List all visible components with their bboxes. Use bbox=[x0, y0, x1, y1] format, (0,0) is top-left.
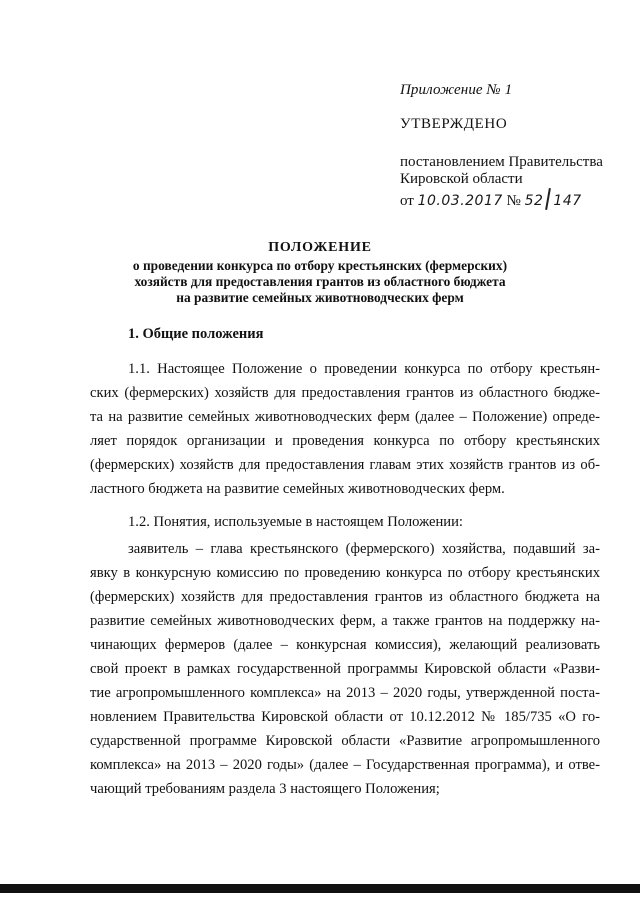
text-line: ластного бюджета на развитие семейных животноводческих ферм. bbox=[90, 481, 505, 497]
resolution-block bbox=[400, 154, 625, 210]
handwritten-number-2: 147 bbox=[553, 193, 582, 209]
paragraph-definition bbox=[90, 537, 600, 801]
text-line: чающий требованиям раздела 3 настоящего Положения; bbox=[90, 781, 440, 797]
text-line: та на развитие семейных животноводческих ферм (далее – Положение) опреде- bbox=[90, 409, 600, 425]
approved-label: УТВЕРЖДЕНО bbox=[400, 116, 508, 132]
text-line: ляет порядок организации и проведения конкурса по отбору крестьянских bbox=[90, 433, 600, 449]
resolution-line-1: постановлением Правительства bbox=[400, 154, 603, 170]
text-line: (фермерских) хозяйств для предоставления грантов из областного бюджета на bbox=[90, 589, 600, 605]
text-line: заявитель – глава крестьянского (фермерского) хозяйства, подавший за- bbox=[128, 541, 600, 557]
text-line: развитие семейных животноводческих ферм, а также грантов на поддержку на- bbox=[90, 613, 600, 629]
paragraph-1-1 bbox=[90, 357, 600, 501]
text-line: сударственной программе Кировской области «Развитие агропромышленного bbox=[90, 733, 600, 749]
text-line: 1.2. Понятия, используемые в настоящем Положении: bbox=[128, 514, 463, 530]
text-line: ских (фермерских) хозяйств для предоставления грантов из областного бюдже- bbox=[90, 385, 600, 401]
text-line: 1.1. Настоящее Положение о проведении конкурса по отбору крестьян- bbox=[128, 361, 600, 377]
title-line-2: хозяйств для предоставления грантов из областного бюджета bbox=[134, 274, 506, 289]
title-main: ПОЛОЖЕНИЕ bbox=[268, 240, 372, 255]
text-line: новлением Правительства Кировской области от 10.12.2012 № 185/735 «О го- bbox=[90, 709, 600, 725]
text-line: свой проект в рамках государственной программы Кировской области «Разви- bbox=[90, 661, 600, 677]
slash-mark bbox=[546, 188, 552, 210]
text-line: тие агропромышленного комплекса» на 2013 – 2020 годы, утвержденной поста- bbox=[90, 685, 600, 701]
handwritten-date: 10.03.2017 bbox=[417, 193, 503, 209]
scan-bottom-bar bbox=[0, 884, 640, 893]
resolution-line-2: Кировской области bbox=[400, 171, 523, 187]
appendix-label: Приложение № 1 bbox=[400, 82, 513, 98]
text-line: (фермерских) хозяйств для предоставления главам этих хозяйств грантов из об- bbox=[90, 457, 600, 473]
handwritten-number-1: 52 bbox=[524, 193, 544, 209]
section-heading: 1. Общие положения bbox=[128, 326, 264, 342]
date-line bbox=[400, 188, 625, 210]
date-prefix: от bbox=[400, 193, 414, 209]
text-line: комплекса» на 2013 – 2020 годы» (далее – Государственная программа), и отве- bbox=[90, 757, 600, 773]
text-line: явку в конкурсную комиссию по проведению конкурса по отбору крестьянских bbox=[90, 565, 600, 581]
number-sign: № bbox=[506, 193, 521, 209]
title-line-3: на развитие семейных животноводческих ферм bbox=[176, 290, 464, 305]
title-line-1: о проведении конкурса по отбору крестьянских (фермерских) bbox=[132, 258, 508, 273]
paragraph-1-2 bbox=[90, 510, 600, 534]
text-line: чинающих фермеров (далее – конкурсная комиссия), желающий реализовать bbox=[90, 637, 600, 653]
document-title bbox=[0, 240, 640, 306]
